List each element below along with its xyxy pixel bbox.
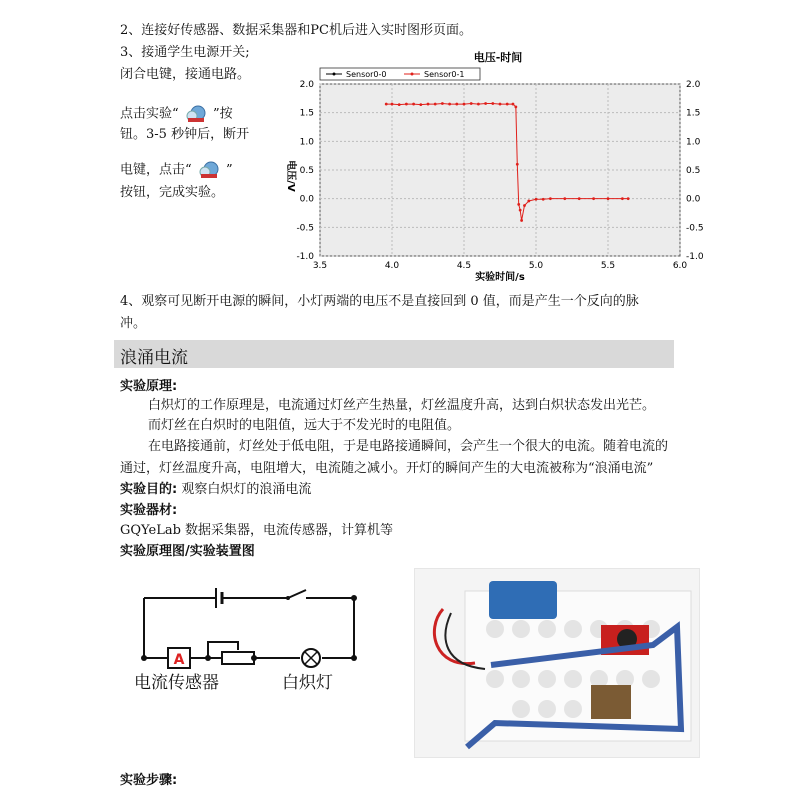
legend-marker	[411, 73, 414, 76]
switch-symbol	[286, 590, 357, 602]
principle-heading: 实验原理:	[120, 379, 178, 394]
series-point	[512, 103, 515, 106]
series-point	[463, 103, 466, 106]
series-point	[499, 103, 502, 106]
series-point	[514, 106, 517, 109]
principle-line-2: 而灯丝在白炽时的电阻值，远大于不发光时的电阻值。	[148, 418, 461, 433]
start-experiment-icon	[183, 104, 209, 124]
purpose-text: 观察白炽灯的浪涌电流	[181, 482, 312, 497]
series-point	[527, 200, 530, 203]
svg-text:A: A	[173, 652, 185, 668]
equipment-text: GQYeLab 数据采集器，电流传感器，计算机等	[120, 523, 394, 538]
series-point	[506, 103, 509, 106]
series-point	[519, 209, 522, 212]
section-header	[114, 340, 674, 368]
series-point	[398, 103, 401, 106]
purpose-heading: 实验目的:	[120, 482, 178, 497]
y-tick-label-left: -1.0	[296, 252, 314, 262]
x-tick-label: 4.5	[456, 261, 472, 271]
series-point	[520, 219, 523, 222]
series-point	[578, 197, 581, 200]
steps-heading: 实验步骤:	[120, 773, 178, 788]
series-point	[621, 197, 624, 200]
series-point	[607, 197, 610, 200]
legend-marker	[333, 73, 336, 76]
step-3-text-c: 电键，点击“	[120, 162, 192, 178]
current-sensor-label: 电流传感器	[134, 673, 219, 693]
series-point	[441, 102, 444, 105]
data-logger-device	[489, 581, 557, 619]
principle-line-1: 白炽灯的工作原理是，电流通过灯丝产生热量，灯丝温度升高，达到白炽状态发出光芒。	[148, 398, 656, 413]
series-point	[455, 103, 458, 106]
series-point	[412, 103, 415, 106]
diagram-heading: 实验原理图/实验装置图	[120, 544, 255, 559]
series-point	[523, 204, 526, 207]
step-2-text: 2、连接好传感器、数据采集器和PC机后进入实时图形页面。	[120, 23, 472, 38]
chart-legend	[320, 68, 480, 80]
series-point	[627, 197, 630, 200]
section-title: 浪涌电流	[120, 348, 188, 368]
series-point	[405, 103, 408, 106]
y-tick-label-right: 1.5	[686, 108, 701, 119]
y-tick-label-left: 1.0	[299, 137, 314, 148]
series-point	[419, 103, 422, 106]
y-tick-label-right: 1.0	[686, 137, 701, 148]
y-axis-label: 电压/V	[285, 160, 296, 192]
apparatus-photo	[414, 568, 700, 758]
equipment-heading: 实验器材:	[120, 503, 178, 518]
series-point	[517, 203, 520, 206]
x-tick-label: 5.5	[600, 261, 616, 271]
y-tick-label-left: 0.0	[299, 194, 314, 205]
principle-line-4: 通过，灯丝温度升高，电阻增大，电流随之减小。开灯的瞬间产生的大电流被称为“浪涌电流”	[120, 461, 654, 476]
y-tick-label-right: 0.5	[686, 166, 701, 176]
step-3-text-b: ”按	[212, 106, 233, 122]
step-3-line-3	[120, 104, 233, 124]
step-4-line-1: 4、观察可见断开电源的瞬间，小灯两端的电压不是直接回到 0 值，而是产生一个反向的脉	[120, 294, 639, 309]
step-3-line-6: 按钮，完成实验。	[120, 185, 225, 200]
series-point	[563, 197, 566, 200]
y-tick-label-left: 1.5	[299, 108, 314, 119]
step-3-text-a: 点击实验“	[120, 106, 179, 122]
series-point	[592, 197, 595, 200]
chart-title: 电压-时间	[473, 51, 523, 64]
step-3-line-2: 闭合电键，接通电路。	[120, 67, 251, 82]
series-point	[434, 103, 437, 106]
y-tick-label-left: 0.5	[299, 166, 314, 176]
battery-symbol	[216, 588, 222, 608]
legend-label: Sensor0-1	[424, 70, 465, 79]
y-tick-label-left: 2.0	[299, 80, 314, 90]
step-3-line-4: 钮。3-5 秒钟后，断开	[120, 127, 250, 142]
series-point	[470, 102, 473, 105]
step-3-line-1: 3、接通学生电源开关;	[120, 45, 250, 60]
x-tick-label: 5.0	[528, 261, 544, 271]
series-point	[535, 198, 538, 201]
series-point	[448, 103, 451, 106]
y-tick-label-right: -0.5	[686, 223, 704, 234]
y-tick-label-right: -1.0	[686, 252, 704, 262]
series-point	[542, 198, 545, 201]
series-point	[549, 197, 552, 200]
ammeter-symbol	[168, 648, 190, 668]
series-point	[484, 102, 487, 105]
y-tick-label-right: 2.0	[686, 80, 701, 90]
series-point	[491, 102, 494, 105]
x-tick-label: 3.5	[312, 261, 328, 271]
series-point	[427, 103, 430, 106]
step-4-line-2: 冲。	[120, 316, 147, 331]
series-point	[391, 103, 394, 106]
series-point	[477, 103, 480, 106]
stop-experiment-icon	[196, 160, 222, 180]
y-tick-label-right: 0.0	[686, 194, 701, 205]
series-point	[385, 103, 388, 106]
purpose-row	[120, 481, 311, 499]
series-point	[516, 163, 519, 166]
lamp-label: 白炽灯	[282, 673, 333, 693]
x-tick-label: 6.0	[672, 261, 688, 271]
rheostat-symbol	[141, 642, 257, 664]
y-tick-label-left: -0.5	[296, 223, 314, 234]
legend-label: Sensor0-0	[346, 70, 387, 79]
x-tick-label: 4.0	[384, 261, 400, 271]
voltage-time-chart	[278, 48, 718, 284]
step-3-text-d: ”	[225, 162, 233, 178]
step-3-line-5	[120, 160, 233, 180]
x-axis-label: 实验时间/s	[475, 272, 525, 283]
principle-line-3: 在电路接通前，灯丝处于低电阻，于是电路接通瞬间，会产生一个很大的电流。随着电流的	[148, 439, 669, 454]
